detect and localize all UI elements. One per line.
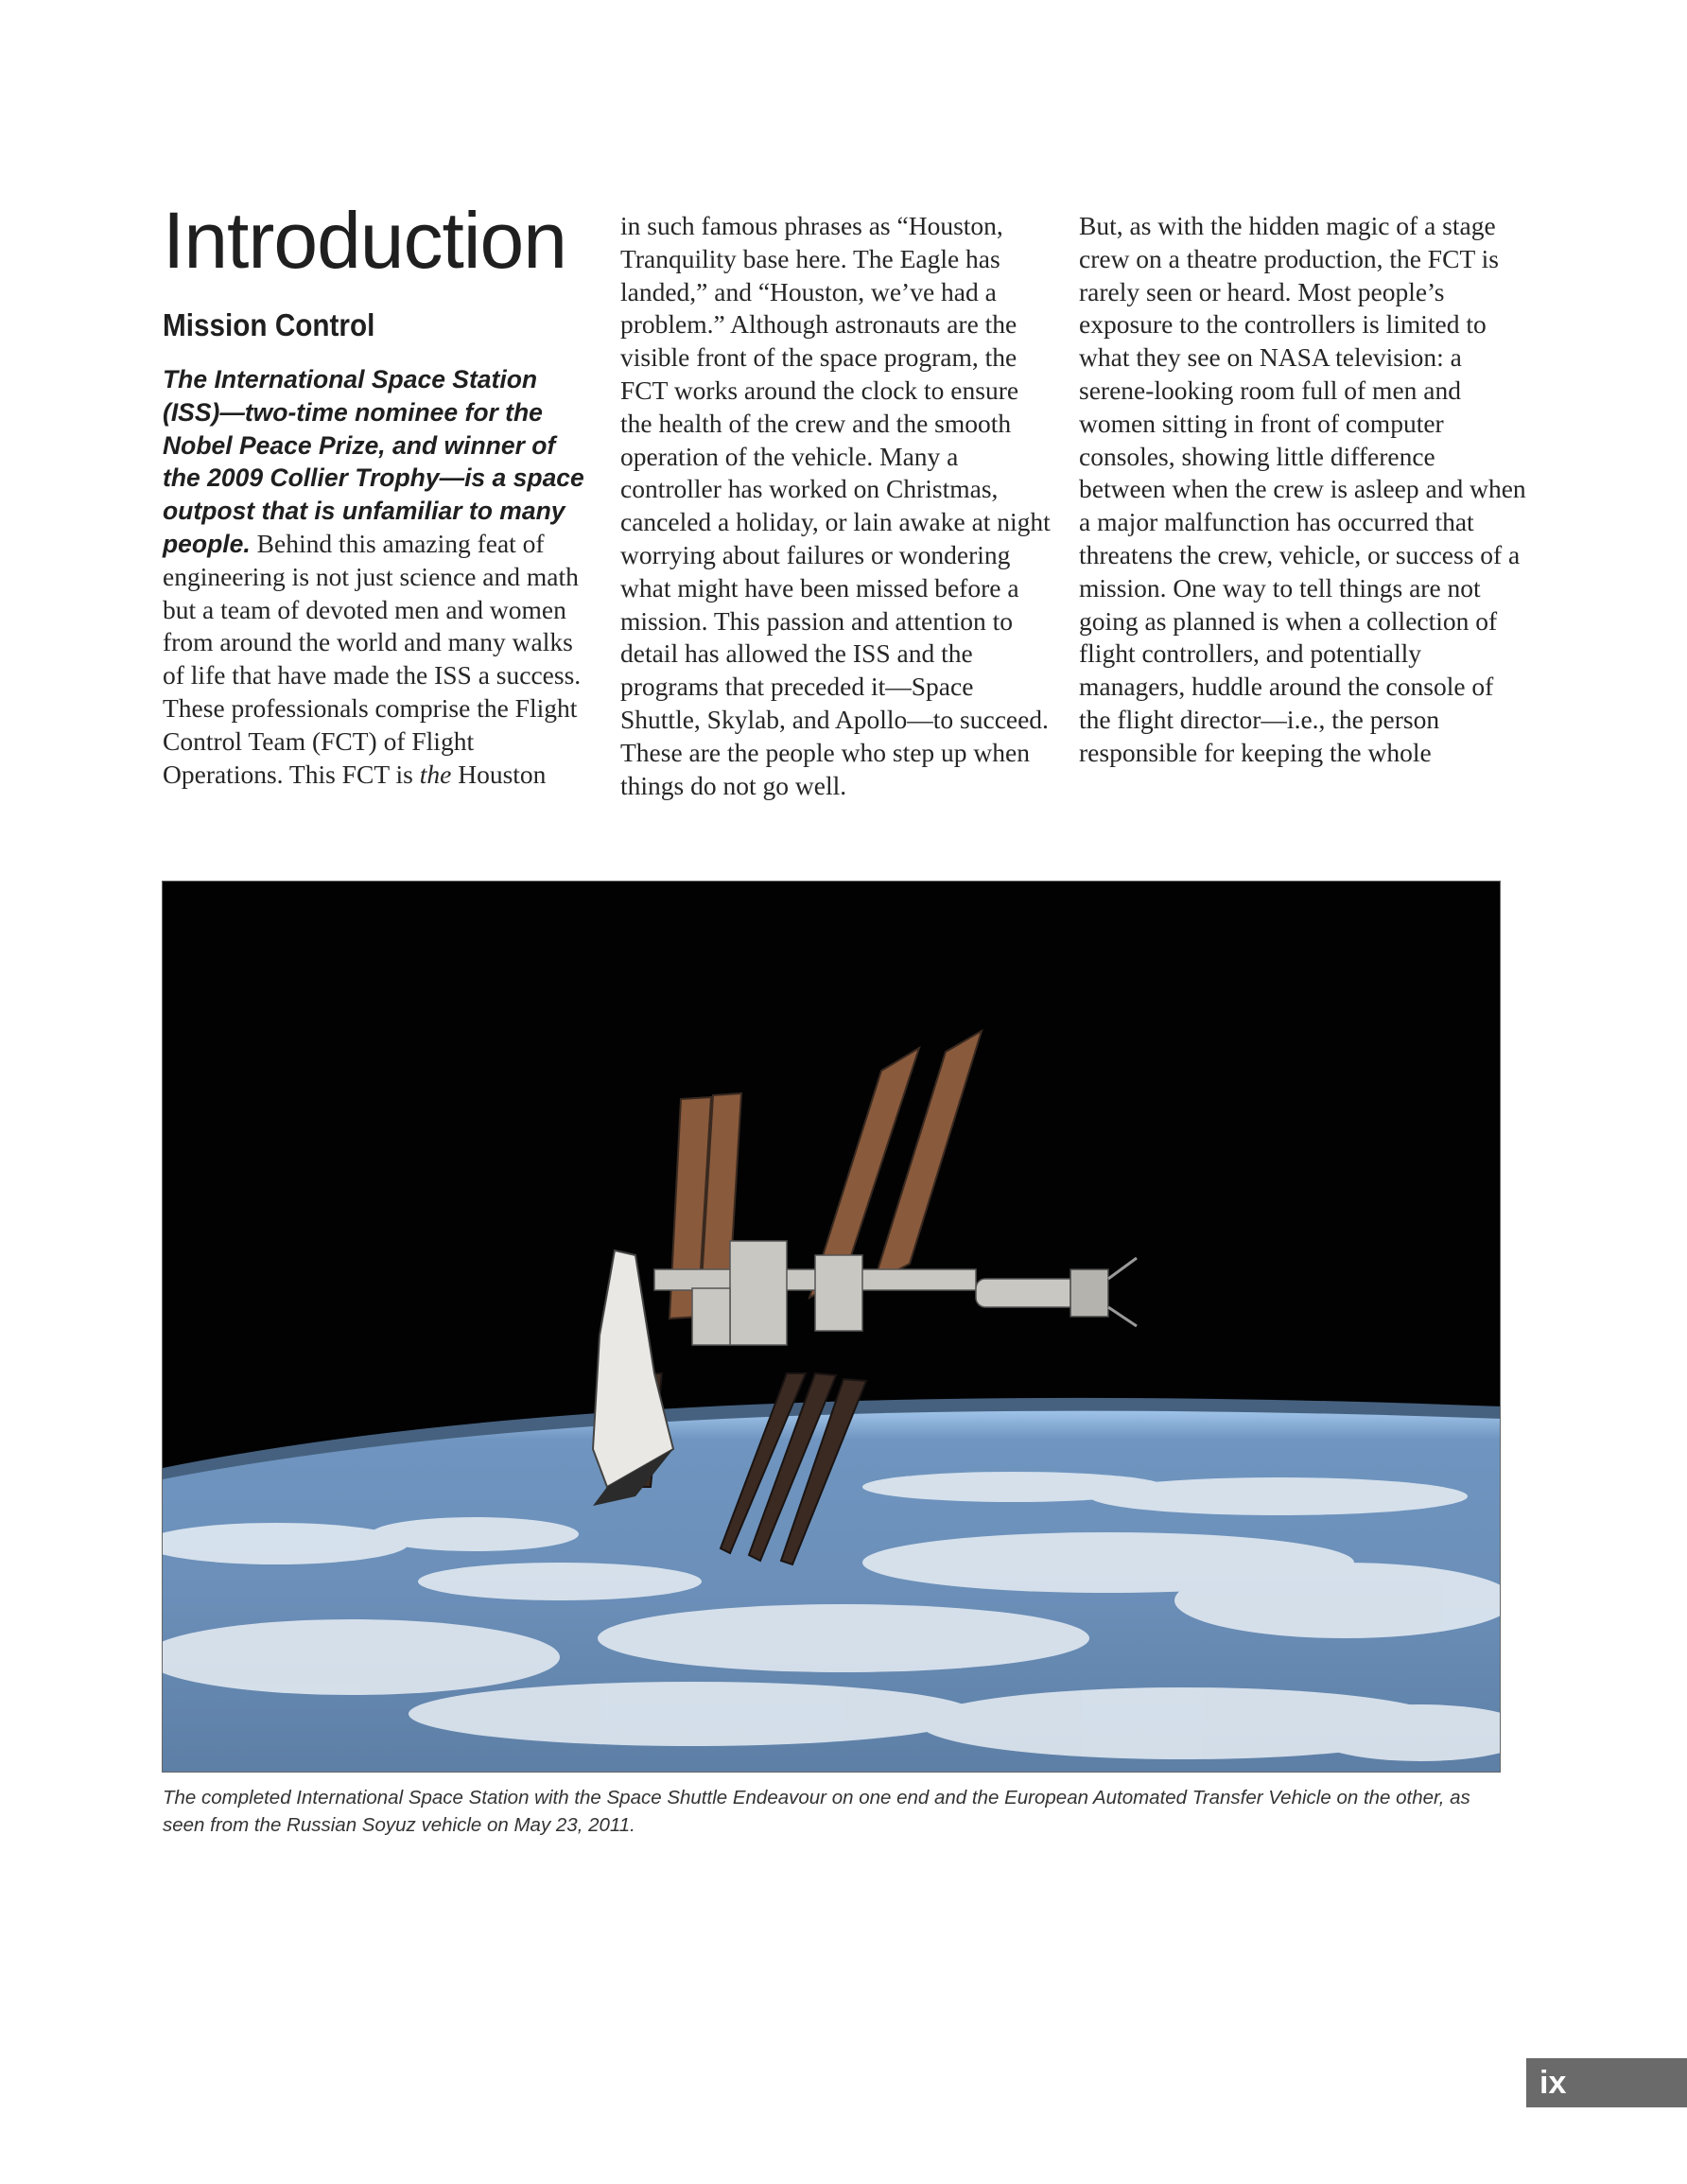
column-three-text: But, as with the hidden magic of a stage crew on a theatre production, the FCT is rarely seen or heard. Most people’s exposure to the controllers is limited to what they see on NASA television: a serene-looking room full of men and women sitting in front of computer consoles, showing little difference between when the crew is asleep and when a major malfunction has occurred that threatens the crew, vehicle, or success of a mission. One way to tell things are not going as planned is when a collection of flight controllers, and potentially managers, huddle around the console of the flight director—i.e., the person responsible for keeping the whole [1079, 211, 1526, 767]
iss-photo [162, 881, 1501, 1773]
figure-caption: The completed International Space Station with the Space Shuttle Endeavour on one end and the European Automated Transfer Vehicle on the other, as seen from the Russian Soyuz vehicle on May 23, 2011. [163, 1787, 1470, 1836]
column-two [620, 210, 1055, 802]
page-number: ix [1526, 2058, 1687, 2107]
lead-text: The International Space Station (ISS)—two-time nominee for the Nobel Peace Prize, and winner of the 2009 Collier Trophy—is a space outpost that is unfamiliar to many people. [163, 365, 584, 558]
section-subtitle: Mission Control [163, 307, 375, 342]
iss-photo-illustration [163, 882, 1501, 1773]
column-one [163, 195, 593, 791]
intro-body-text: Behind this amazing feat of engineering is not just science and math but a team of devoted men and women from around the world and many walks of life that have made the ISS a success. These professionals comprise the Flight Control Team (FCT) of Flight Operations. This FCT is [163, 528, 582, 789]
intro-body-ending: Houston [451, 759, 547, 789]
column-two-text: in such famous phrases as “Houston, Tranquility base here. The Eagle has landed,” and “Houston, we’ve had a problem.” Although astronauts are the visible front of the space program, the FCT works around the clock to ensure the health of the crew and the smooth operation of the vehicle. Many a controller has worked on Christmas, canceled a holiday, or lain awake at night worrying about failures or wondering what might have been missed before a mission. This passion and attention to detail has allowed the ISS and the programs that preceded it—Space Shuttle, Skylab, and Apollo—to succeed. These are the people who step up when things do not go well. [620, 211, 1051, 800]
column-three [1079, 210, 1528, 770]
intro-paragraph [163, 363, 593, 791]
italic-word: the [419, 759, 452, 789]
page-title: Introduction [163, 196, 566, 285]
